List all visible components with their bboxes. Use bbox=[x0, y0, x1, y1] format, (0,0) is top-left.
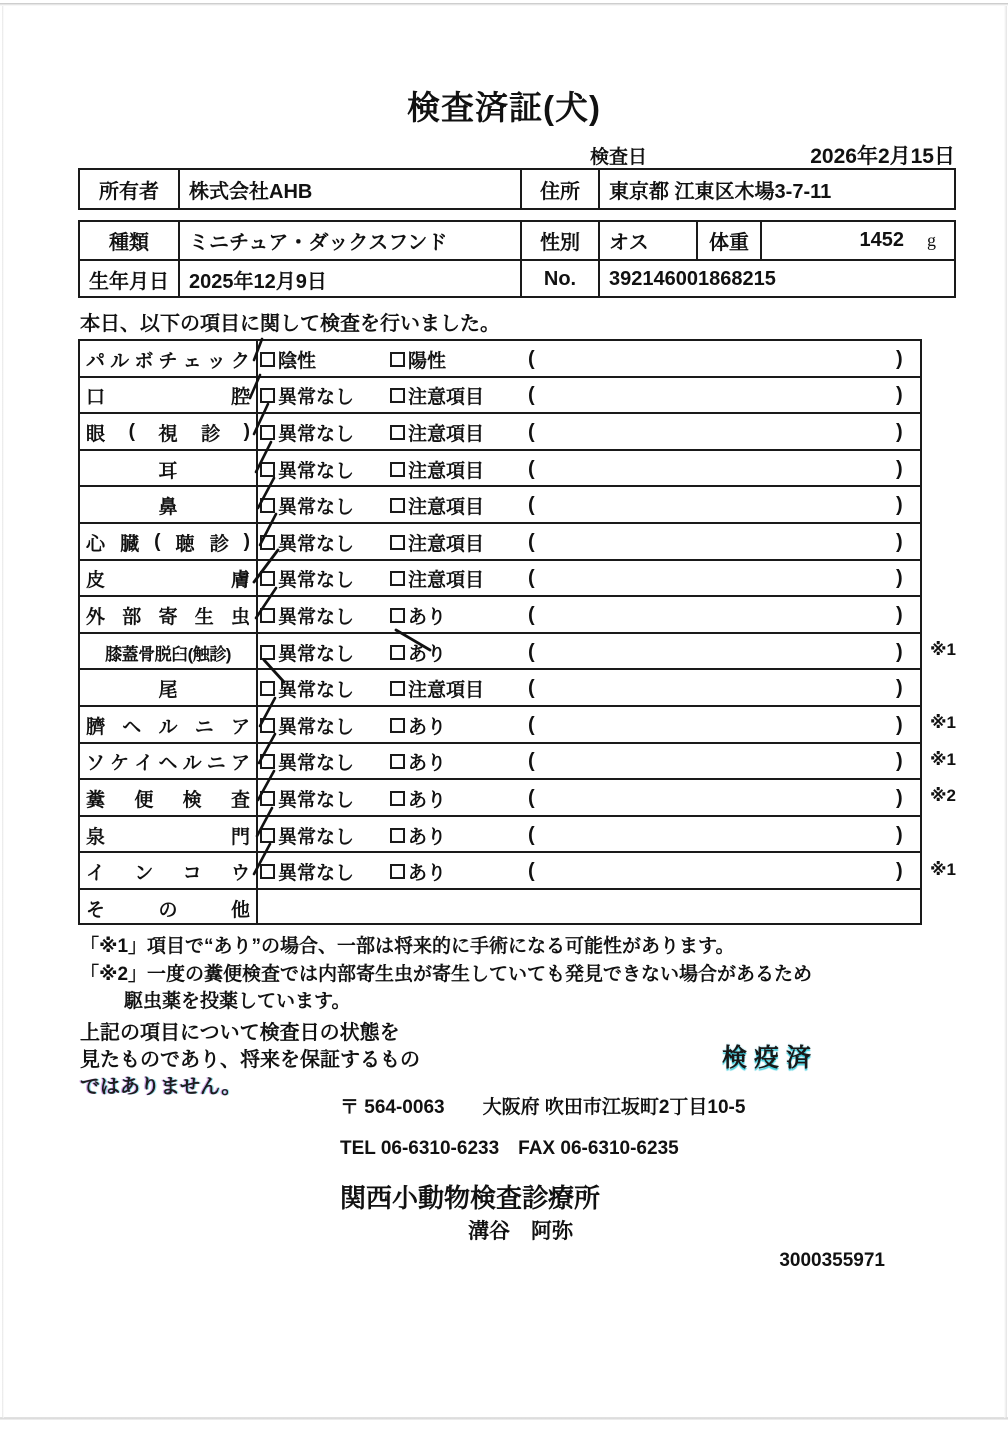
checklist-option-1-label: 異常なし bbox=[278, 460, 355, 482]
breed-value: ミニチュア・ダックスフンド bbox=[189, 232, 448, 254]
weight-unit: g bbox=[927, 230, 936, 250]
checklist-option-1-label: 異常なし bbox=[278, 387, 355, 409]
birthdate-value: 2025年12月9日 bbox=[189, 271, 327, 293]
scan-edge-top bbox=[0, 3, 1008, 6]
remark-paren-open: ( bbox=[528, 603, 535, 626]
checklist-row-label: 外 部 寄 生 虫 bbox=[86, 606, 250, 628]
birthdate-label: 生年月日 bbox=[89, 271, 169, 293]
checklist-note-mark: ※1 bbox=[930, 713, 956, 733]
checklist-option-1-label: 異常なし bbox=[278, 423, 355, 445]
weight-label: 体重 bbox=[709, 232, 749, 254]
checklist-option-2-label: あり bbox=[408, 606, 447, 628]
remark-paren-open: ( bbox=[528, 530, 535, 553]
checklist-option-2-label: あり bbox=[408, 716, 447, 738]
remark-paren-open: ( bbox=[528, 713, 535, 736]
no-label: No. bbox=[543, 268, 577, 290]
clinic-tel-fax: TEL 06-6310-6233 FAX 06-6310-6235 bbox=[340, 1138, 679, 1159]
remark-paren-close: ) bbox=[896, 860, 903, 883]
no-value: 392146001868215 bbox=[609, 268, 776, 290]
checklist-row-label: 臍 ヘ ル ニ ア bbox=[86, 716, 250, 738]
clinic-name: 関西小動物検査診療所 bbox=[340, 1183, 601, 1213]
checklist-row-label: 糞 便 検 査 bbox=[86, 789, 250, 811]
checklist-option-2-label: あり bbox=[408, 753, 447, 775]
remark-paren-close: ) bbox=[896, 384, 903, 407]
checklist-option-1-label: 異常なし bbox=[278, 753, 355, 775]
inspection-date-value: 2026年2月15日 bbox=[810, 145, 955, 168]
clinic-address: 〒 564-0063 大阪府 吹田市江坂町2丁目10-5 bbox=[340, 1097, 746, 1118]
quarantine-stamp: 検疫済 bbox=[722, 1044, 819, 1072]
scan-edge-left bbox=[2, 6, 4, 1418]
remark-paren-close: ) bbox=[896, 713, 903, 736]
remark-paren-close: ) bbox=[896, 823, 903, 846]
today-note: 本日、以下の項目に関して検査を行いました。 bbox=[80, 313, 500, 335]
remark-paren-close: ) bbox=[896, 347, 903, 370]
remark-paren-open: ( bbox=[528, 457, 535, 480]
veterinarian-name: 溝谷 阿弥 bbox=[468, 1220, 573, 1243]
owner-label: 所有者 bbox=[99, 180, 159, 203]
checklist-option-2-label: あり bbox=[408, 643, 447, 665]
checklist-row-label: そ の 他 bbox=[86, 899, 250, 921]
checklist-option-1-label: 異常なし bbox=[278, 643, 355, 665]
serial-number: 3000355971 bbox=[779, 1250, 885, 1271]
checklist-option-1-label: 異常なし bbox=[278, 789, 355, 811]
disclaimer-line-3: ではありません。 bbox=[80, 1076, 242, 1098]
checklist-option-2-label: 注意項目 bbox=[408, 680, 485, 702]
checklist-row-label: 膝蓋骨脱臼(触診) bbox=[105, 644, 231, 664]
breed-label: 種類 bbox=[109, 232, 149, 254]
remark-paren-close: ) bbox=[896, 640, 903, 663]
checklist-option-2-label: 陽性 bbox=[408, 350, 447, 372]
checklist-option-2-label: 注意項目 bbox=[408, 387, 485, 409]
sex-value: オス bbox=[609, 232, 649, 254]
remark-paren-close: ) bbox=[896, 420, 903, 443]
address-label: 住所 bbox=[540, 180, 580, 203]
checklist-row-label: イ ン コ ウ bbox=[86, 863, 250, 885]
checklist-option-1-label: 異常なし bbox=[278, 826, 355, 848]
checklist-option-2-label: 注意項目 bbox=[408, 497, 485, 519]
checklist-option-1-label: 異常なし bbox=[278, 497, 355, 519]
remark-paren-open: ( bbox=[528, 640, 535, 663]
checklist-note-mark: ※1 bbox=[930, 749, 956, 769]
checklist-note-mark: ※1 bbox=[930, 859, 956, 879]
remark-paren-close: ) bbox=[896, 457, 903, 480]
checklist-option-1-label: 陰性 bbox=[278, 350, 317, 372]
checklist-row-label: パ ル ボ チ ェ ッ ク bbox=[86, 350, 250, 372]
remark-paren-open: ( bbox=[528, 347, 535, 370]
checklist-row-label: 泉 門 bbox=[86, 826, 250, 848]
scan-edge-bottom bbox=[0, 1417, 1008, 1420]
checklist-option-1-label: 異常なし bbox=[278, 716, 355, 738]
remark-paren-open: ( bbox=[528, 786, 535, 809]
remark-paren-open: ( bbox=[528, 567, 535, 590]
page-title: 検査済証(犬) bbox=[407, 89, 601, 126]
remark-paren-open: ( bbox=[528, 823, 535, 846]
remark-paren-close: ) bbox=[896, 786, 903, 809]
remark-paren-open: ( bbox=[528, 860, 535, 883]
checklist-row-label: 心 臓 ( 聴 診 ) bbox=[86, 531, 250, 555]
remark-paren-open: ( bbox=[528, 494, 535, 517]
checklist-note-mark: ※2 bbox=[930, 786, 956, 806]
remark-paren-close: ) bbox=[896, 750, 903, 773]
checklist-option-1-label: 異常なし bbox=[278, 863, 355, 885]
checklist-option-2-label: 注意項目 bbox=[408, 533, 485, 555]
remark-paren-open: ( bbox=[528, 384, 535, 407]
checklist-option-2-label: あり bbox=[408, 826, 447, 848]
remark-paren-close: ) bbox=[896, 603, 903, 626]
checklist-row-label: 尾 bbox=[158, 680, 178, 702]
checklist-row-label: ソ ケ イ ヘ ル ニ ア bbox=[86, 753, 250, 775]
weight-value: 1452 bbox=[859, 229, 904, 251]
checklist-option-1-label: 異常なし bbox=[278, 570, 355, 592]
remark-paren-open: ( bbox=[528, 677, 535, 700]
checklist-option-1-label: 異常なし bbox=[278, 680, 355, 702]
checklist-note-mark: ※1 bbox=[930, 640, 956, 660]
animal-table bbox=[78, 220, 956, 298]
checklist-row-label: 鼻 bbox=[158, 497, 178, 519]
checklist-option-1-label: 異常なし bbox=[278, 533, 355, 555]
remark-paren-close: ) bbox=[896, 494, 903, 517]
footnote-2: 「※2」一度の糞便検査では内部寄生虫が寄生していても発見できない場合があるため bbox=[80, 964, 813, 985]
footnote-1: 「※1」項目で“あり”の場合、一部は将来的に手術になる可能性があります。 bbox=[80, 936, 735, 957]
checklist-option-2-label: 注意項目 bbox=[408, 423, 485, 445]
checklist-note-marks bbox=[78, 339, 1008, 925]
checklist-option-2-label: あり bbox=[408, 789, 447, 811]
remark-paren-close: ) bbox=[896, 567, 903, 590]
disclaimer-line-1: 上記の項目について検査日の状態を bbox=[80, 1022, 400, 1044]
address-value: 東京都 江東区木場3-7-11 bbox=[609, 180, 832, 203]
checklist-row-label: 皮 膚 bbox=[86, 570, 250, 592]
checklist-row-label: 眼 ( 視 診 ) bbox=[86, 421, 250, 445]
remark-paren-open: ( bbox=[528, 750, 535, 773]
owner-value: 株式会社AHB bbox=[189, 180, 313, 203]
checklist-row-label: 耳 bbox=[158, 460, 178, 482]
sex-label: 性別 bbox=[540, 232, 580, 254]
checklist-option-1-label: 異常なし bbox=[278, 606, 355, 628]
checklist-option-2-label: 注意項目 bbox=[408, 570, 485, 592]
owner-table bbox=[78, 168, 956, 210]
remark-paren-open: ( bbox=[528, 420, 535, 443]
disclaimer-line-2: 見たものであり、将来を保証するもの bbox=[80, 1049, 420, 1071]
checklist-option-2-label: 注意項目 bbox=[408, 460, 485, 482]
inspection-date-label: 検査日 bbox=[590, 147, 648, 168]
footnote-2-continued: 駆虫薬を投薬しています。 bbox=[124, 991, 351, 1012]
checklist-row-label: 口 腔 bbox=[86, 387, 250, 409]
remark-paren-close: ) bbox=[896, 530, 903, 553]
checklist-option-2-label: あり bbox=[408, 863, 447, 885]
remark-paren-close: ) bbox=[896, 677, 903, 700]
